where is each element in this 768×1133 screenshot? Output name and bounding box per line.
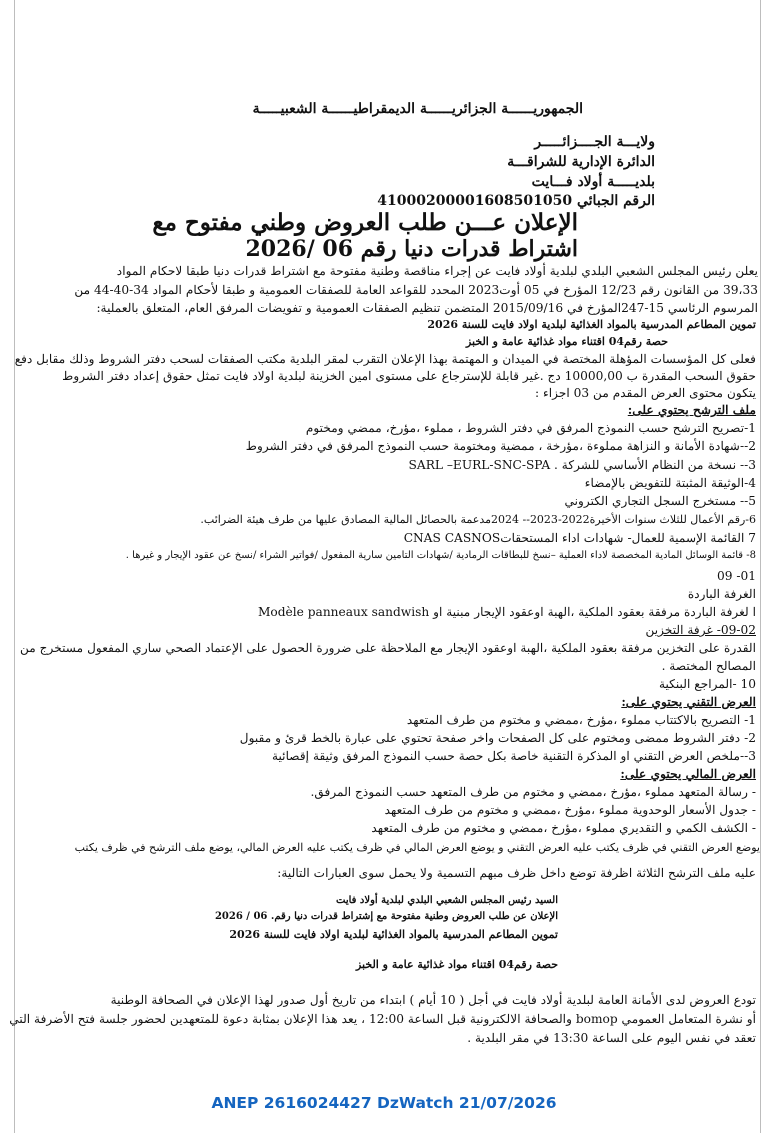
deposit-line: تعقد في نفس اليوم على الساعة 13:30 في مقر البلدية . <box>467 1031 756 1045</box>
lot-line: حصة رقم04 اقتناء مواد غذائية عامة و الخبز <box>465 335 668 348</box>
envelope-instructions: عليه ملف الترشح الثلاثة اظرفة توضع داخل ظرف مبهم التسمية ولا يحمل سوى العبارات التالية: <box>277 866 756 880</box>
technical-item: 1- التصريح بالاكتتاب مملوء ،مؤرخ ،ممضي و مختوم من طرف المتعهد <box>406 713 756 727</box>
envelope-instructions: يوضع العرض التقني في ظرف يكتب عليه العرض التقني و يوضع العرض المالي في ظرف يكتب عليه العرض المالي، يوضع ملف الترشح في ظرف يكتب <box>74 841 760 854</box>
invitation-line: يتكون محتوى العرض المقدم من 03 اجزاء : <box>535 386 756 400</box>
technical-heading: العرض التقني يحتوي على: <box>621 695 756 709</box>
financial-item: - رسالة المتعهد مملوء ،مؤرخ ،ممضي و مختوم من طرف المتعهد حسب النموذج المرفق. <box>310 785 756 799</box>
operation-line: تموين المطاعم المدرسية بالمواد الغذائية لبلدية اولاد فايت للسنة 2026 <box>427 318 756 331</box>
intro-line: 39،33 من القانون رقم 12/23 المؤرخ في 05 أوت2023 المحدد للقواعد العامة للصفقات العمومية و طبقا لأحكام المواد 34-40-44 من <box>74 283 758 297</box>
republic-heading: الجمهوريــــــة الجزائريــــــة الديمقراطيــــــة الشعبيـــــة <box>252 101 583 117</box>
financial-heading: العرض المالي يحتوي على: <box>620 767 756 781</box>
candidacy-item: 4-الوثيقة المثبتة للتفويض بالإمضاء <box>584 476 756 490</box>
candidacy-heading: ملف الترشح يحتوي على: <box>627 403 756 417</box>
district-line: الدائرة الإدارية للشراقـــة <box>507 154 655 170</box>
intro-line: يعلن رئيس المجلس الشعبي البلدي لبلدية أولاد فايت عن إجراء مناقصة وطنية مفتوحة مع اشتراط قدرات دنيا طبقا لاحكام المواد <box>116 264 758 278</box>
envelope-address-line: حصة رقم04 اقتناء مواد غذائية عامة و الخبز <box>355 958 558 971</box>
tax-id: الرقم الجبائي 410002000016085010​50 <box>377 193 655 209</box>
invitation-line: فعلى كل المؤسسات المؤهلة المختصة في الميدان و المهتمة بهذا الإعلان التقرب لمقر البلدية مكتب الصفقات لسحب دفتر الشروط وذلك مقابل دفع <box>14 352 756 366</box>
envelope-address-line: الإعلان عن طلب العروض وطنية مفتوحة مع إشتراط قدرات دنيا رقم. 06 / 2026 <box>214 911 558 922</box>
item-09-01: 09 -01 <box>716 569 756 583</box>
storage-text: المصالح المختصة . <box>661 659 756 673</box>
envelope-address-line: تموين المطاعم المدرسية بالمواد الغذائية لبلدية اولاد فايت للسنة 2026 <box>229 928 558 941</box>
scan-edge-right <box>760 0 761 1133</box>
candidacy-item: 2--شهادة الأمانة و النزاهة مملوءة ،مؤرخة ، ممضية ومختومة حسب النموذج المرفق في دفتر الشروط <box>245 439 756 453</box>
cold-room-text: ا لغرفة الباردة مرفقة بعقود الملكية ،الهبة اوعقود الإيجار مبنية او Modèle panneaux sandwish <box>257 605 756 619</box>
intro-line: المرسوم الرئاسي 15-247المؤرخ في 2015/09/16 المتضمن تنظيم الصفقات العمومية و تفويضات المرفق العام، المتعلق بالعملية: <box>96 301 758 315</box>
financial-item: - الكشف الكمي و التقديري مملوء ،مؤرخ ،ممضي و مختوم من طرف المتعهد <box>371 821 756 835</box>
candidacy-item: 7 القائمة الإسمية للعمال- شهادات اداء المستحقاتCNAS CASNOS <box>403 531 756 545</box>
scan-edge-left <box>14 0 15 1133</box>
candidacy-item: 8- قائمة الوسائل المادية المخصصة لاداء العملية –نسخ للبطاقات الرمادية /شهادات التامين سارية المفعول /فواتير الشراء /نسخ عن عقود الإيجار و غيرها . <box>125 550 756 561</box>
publication-footer: ANEP 2616024427 DzWatch 21/07/2026 <box>211 1094 557 1112</box>
wilaya-line: ولايـــة الجــــزائـــــر <box>534 134 655 150</box>
cold-room-label: الغرفة الباردة <box>687 587 756 601</box>
technical-item: 2- دفتر الشروط ممضى ومختوم على كل الصفحات واخر صفحة تحتوي على عبارة بالخط قرئ و مقبول <box>239 731 756 745</box>
storage-room-label: 09-02- غرفة التخزين <box>645 623 756 637</box>
candidacy-item: 6-رقم الأعمال للثلاث سنوات الأخيرة2022-2023-- 2024مدعمة بالحصائل المالية المصادق عليها من طرف هيئة الضرائب. <box>200 513 756 526</box>
candidacy-item: 5-- مستخرج السجل التجاري الكتروني <box>564 494 756 508</box>
financial-item: - جدول الأسعار الوحدوية مملوء ،مؤرخ ،ممضي و مختوم من طرف المتعهد <box>384 803 756 817</box>
title-line-1: الإعلان عـــن طلب العروض وطني مفتوح مع <box>152 209 578 236</box>
invitation-line: حقوق السحب المقدرة ب 10000,00 دج .غير قابلة للإسترجاع على مستوى امين الخزينة لبلدية اولاد فايت تمثل حقوق إعداد دفتر الشروط <box>62 369 756 383</box>
title-line-2: اشتراط قدرات دنيا رقم 06 /2026 <box>245 236 578 262</box>
candidacy-item: 3-- نسخة من النظام الأساسي للشركة . SARL –EURL-SNC-SPA <box>408 458 756 472</box>
candidacy-item: 1-تصريح الترشح حسب النموذج المرفق في دفتر الشروط ، مملوء ،مؤرخ، ممضي ومختوم <box>305 421 756 435</box>
bank-references: 10 -المراجع البنكية <box>658 677 756 691</box>
storage-text: القدرة على التخزين مرفقة بعقود الملكية ،الهبة اوعقود الإيجار مع الملاحظة على ضرورة الحصول على الإعتماد الصحي ساري المفعول مستخرج من <box>19 641 756 655</box>
commune-line: بلديـــــة أولاد فـــايت <box>531 174 655 190</box>
deposit-line: تودع العروض لدى الأمانة العامة لبلدية أولاد فايت في أجل ( 10 أيام ) ابتداء من تاريخ أول صدور لهذا الإعلان في الصحافة الوطنية <box>110 993 756 1007</box>
envelope-address-line: السيد رئيس المجلس الشعبي البلدي لبلدية أولاد فايت <box>336 895 558 906</box>
deposit-line: أو نشرة المتعامل العمومي bomop والصحافة الالكترونية قبل الساعة 12:00 ، يعد هذا الإعلان بمثابة دعوة للمتعهدين لحضور جلسة فتح الأضرفة التي <box>9 1012 756 1026</box>
technical-item: 3--ملخص العرض التقني او المذكرة التقنية خاصة بكل حصة حسب النموذج المرفق وثيقة إقصائية <box>271 749 756 763</box>
